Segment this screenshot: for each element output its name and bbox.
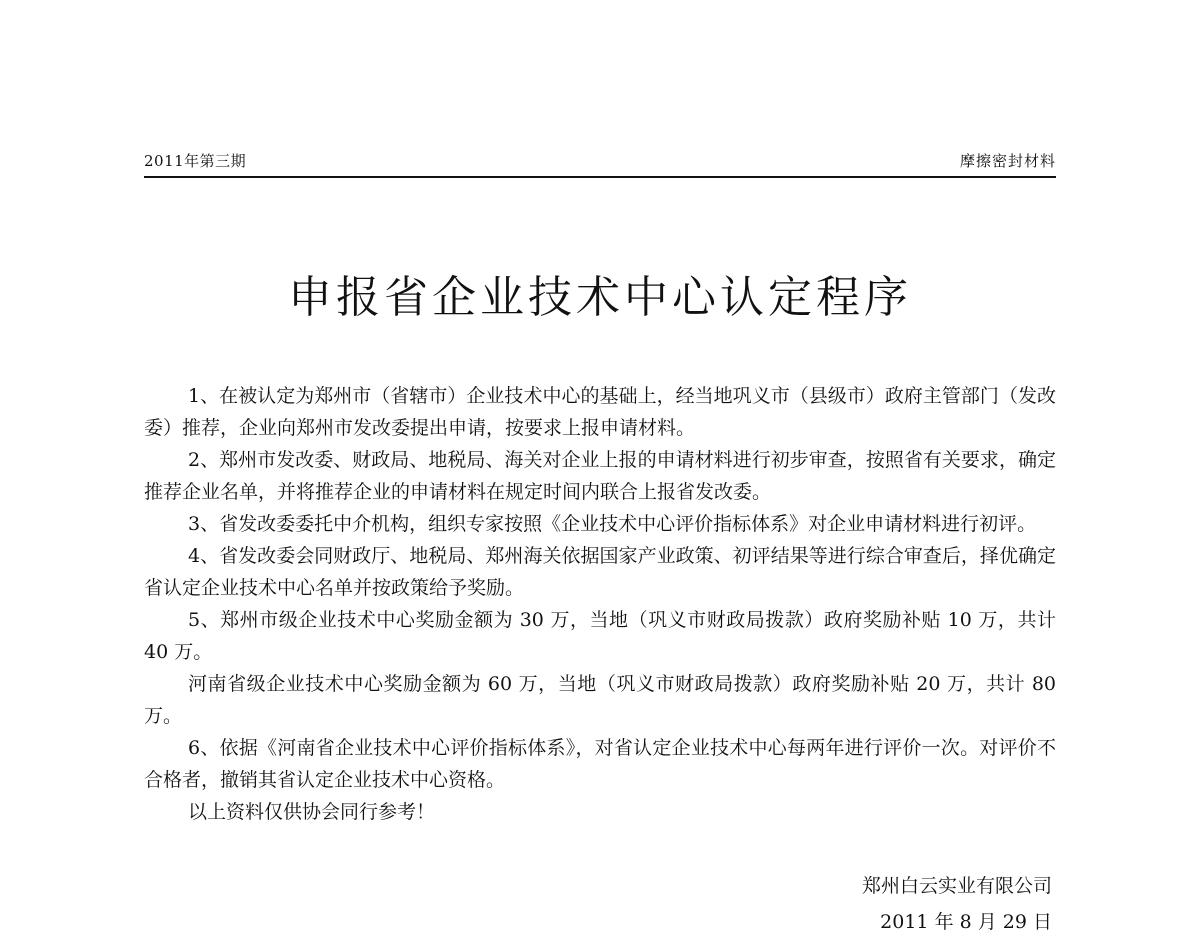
paragraph-4: 4、省发改委会同财政厅、地税局、郑州海关依据国家产业政策、初评结果等进行综合审查后，择优确定省认定企业技术中心名单并按政策给予奖励。 bbox=[144, 545, 1056, 599]
paragraph-6: 6、依据《河南省企业技术中心评价指标体系》，对省认定企业技术中心每两年进行评价一次。对评价不合格者，撤销其省认定企业技术中心资格。 bbox=[144, 737, 1056, 791]
issue-label: 2011年第三期 bbox=[144, 152, 247, 170]
document-title: 申报省企业技术中心认定程序 bbox=[288, 272, 912, 323]
running-header bbox=[144, 148, 1056, 178]
company-name: 郑州白云实业有限公司 bbox=[861, 875, 1052, 897]
paragraph-2: 2、郑州市发改委、财政局、地税局、海关对企业上报的申请材料进行初步审查，按照省有关要求，确定推荐企业名单，并将推荐企业的申请材料在规定时间内联合上报省发改委。 bbox=[144, 449, 1056, 503]
journal-name: 摩擦密封材料 bbox=[959, 152, 1056, 170]
signature-block bbox=[862, 868, 1052, 940]
closing-note: 以上资料仅供协会同行参考！ bbox=[188, 801, 436, 823]
paragraph-3: 3、省发改委委托中介机构，组织专家按照《企业技术中心评价指标体系》对企业申请材料进行初评。 bbox=[188, 513, 1037, 535]
paragraph-5: 5、郑州市级企业技术中心奖励金额为 30 万，当地（巩义市财政局拨款）政府奖励补贴 10 万，共计 40 万。 bbox=[144, 609, 1056, 663]
signature-date: 2011 年 8 月 29 日 bbox=[880, 911, 1052, 933]
document-body bbox=[144, 380, 1056, 828]
paragraph-1: 1、在被认定为郑州市（省辖市）企业技术中心的基础上，经当地巩义市（县级市）政府主管部门（发改委）推荐，企业向郑州市发改委提出申请，按要求上报申请材料。 bbox=[144, 385, 1056, 439]
paragraph-5-provincial: 河南省级企业技术中心奖励金额为 60 万，当地（巩义市财政局拨款）政府奖励补贴 20 万，共计 80 万。 bbox=[144, 673, 1056, 727]
